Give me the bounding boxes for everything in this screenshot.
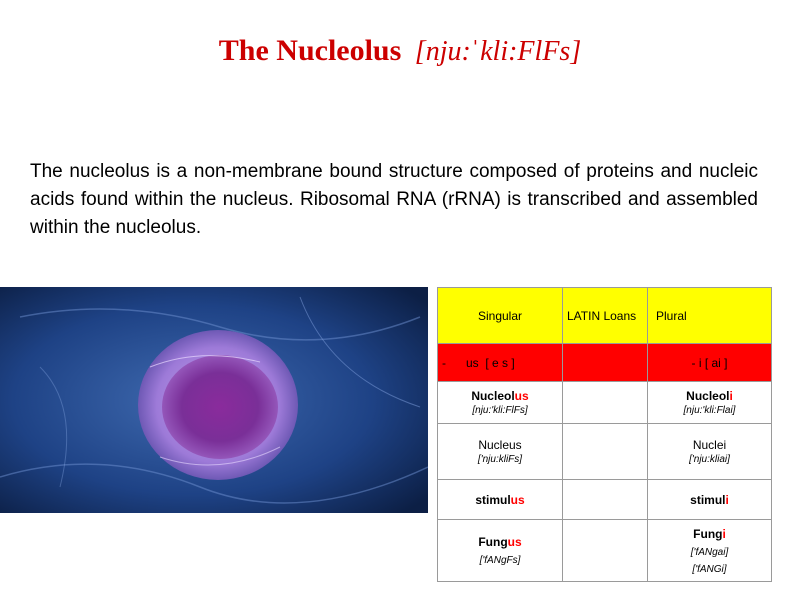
word-stem: Nucleol xyxy=(471,389,515,403)
word-stem: Fung xyxy=(478,535,508,549)
page-title xyxy=(0,34,800,68)
table-row xyxy=(438,382,772,424)
phonetic: ['nju:kliai] xyxy=(689,454,730,465)
phonetic: ['fANgai] xyxy=(690,546,729,558)
suffix-empty xyxy=(563,344,648,382)
cell-plural xyxy=(648,480,772,520)
header-plural: Plural xyxy=(648,288,772,344)
latin-loans-table xyxy=(437,287,772,582)
phonetic: [nju:'kli:FlFs] xyxy=(472,405,528,416)
cell-singular xyxy=(438,520,563,582)
word-stem: stimul xyxy=(475,492,511,507)
cell-empty xyxy=(563,520,648,582)
word-ending: us xyxy=(510,492,525,507)
phonetic: ['fANGi] xyxy=(692,563,727,575)
description-paragraph: The nucleolus is a non-membrane bound structure composed of proteins and nucleic acids found within the nucleus. Ribosomal RNA (rRNA) is transcribed and assembled within the nucleolus. xyxy=(30,161,758,238)
cell-singular xyxy=(438,424,563,480)
phonetic: ['fANgFs] xyxy=(479,555,521,566)
word-stem: Nucleol xyxy=(686,389,730,403)
cell-singular xyxy=(438,480,563,520)
word-ending: i xyxy=(729,389,733,403)
suffix-singular: - us [ e s ] xyxy=(438,344,563,382)
phonetic: ['nju:kliFs] xyxy=(477,454,523,465)
header-latin-loans: LATIN Loans xyxy=(563,288,648,344)
phonetic: [nju:'kli:Flai] xyxy=(683,405,736,416)
cell-singular xyxy=(438,382,563,424)
cell-empty xyxy=(563,382,648,424)
word: Nucleus xyxy=(478,438,522,452)
header-singular: Singular xyxy=(438,288,563,344)
title-main: The Nucleolus xyxy=(218,34,402,67)
word-ending: us xyxy=(514,389,529,403)
word-ending: us xyxy=(507,535,522,549)
table-row xyxy=(438,424,772,480)
table-header-row xyxy=(438,288,772,344)
word: Nuclei xyxy=(692,438,727,452)
cell-plural xyxy=(648,424,772,480)
cell-plural xyxy=(648,382,772,424)
suffix-plural: - i [ ai ] xyxy=(648,344,772,382)
word-stem: Fung xyxy=(693,526,723,541)
table-row xyxy=(438,480,772,520)
word-stem: stimul xyxy=(690,492,726,507)
cell-nucleolus-image xyxy=(0,287,428,513)
word-ending: i xyxy=(722,526,726,541)
table-row xyxy=(438,520,772,582)
suffix-row xyxy=(438,344,772,382)
cell-empty xyxy=(563,424,648,480)
word-ending: i xyxy=(725,492,729,507)
title-phonetic: [nju:ˈkli:FlFs] xyxy=(414,36,582,67)
cell-empty xyxy=(563,480,648,520)
cell-plural xyxy=(648,520,772,582)
